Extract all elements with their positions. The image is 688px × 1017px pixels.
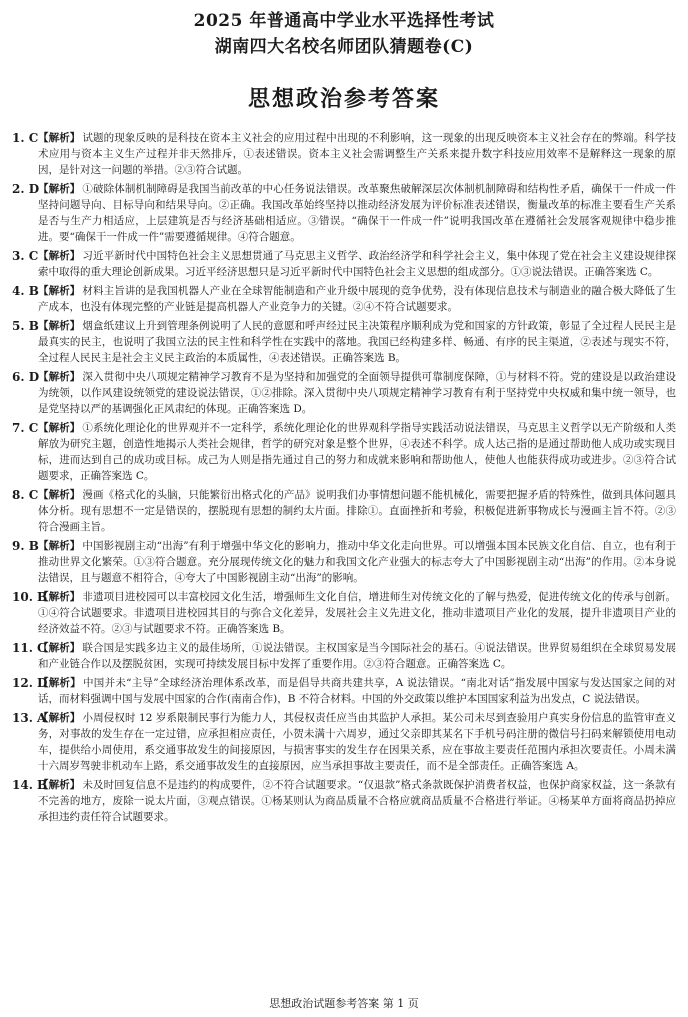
answer-text: 烟盒纸建议上升到管理条例说明了人民的意愿和呼声经过民主决策程序顺利成为党和国家的方针政策，彰显了全过程人民民主是最真实的民主，也说明了我国立法的民主性和科学性在实践中的落地。我国已经构建多样、畅通、有序的民主渠道，②表述与现实不符，全过程人民民主是社会主义民主政治的本质属性，④表述错误。正确答案选 B。 [38, 320, 677, 364]
answer-item [12, 369, 676, 417]
answer-item [12, 283, 676, 315]
answer-item [12, 675, 676, 707]
answer-number: 4. B [12, 284, 39, 298]
answer-text: 联合国是实践多边主义的最佳场所，①说法错误。主权国家是当今国际社会的基石。④说法错误。世界贸易组织在全球贸易发展和产业链合作以及摆脱贫困，实现可持续发展目标中发挥了重要作用。②③符合题意。正确答案选 C。 [38, 642, 677, 670]
analysis-tag: 【解析】 [38, 677, 82, 689]
analysis-tag: 【解析】 [38, 285, 81, 297]
answer-item [12, 181, 676, 245]
answer-item [12, 248, 676, 280]
answer-text: 中国并未“主导”全球经济治理体系改革，而是倡导共商共建共享，A 说法错误。“南北对话”指发展中国家与发达国家之间的对话，而材料强调中国与发展中国家的合作(南南合作)，B 不符合材料。中国的外交政策以维护本国国家利益为出发点，C 说法错误。 [38, 677, 677, 705]
answer-number: 12. D [12, 676, 48, 690]
answer-number: 11. C [12, 641, 47, 655]
analysis-tag: 【解析】 [38, 132, 81, 144]
analysis-tag: 【解析】 [38, 183, 81, 195]
answer-list [12, 130, 676, 828]
analysis-tag: 【解析】 [38, 779, 81, 791]
analysis-tag: 【解析】 [38, 250, 81, 262]
answer-number: 6. D [12, 370, 40, 384]
answer-text: 中国影视剧主动“出海”有利于增强中华文化的影响力，推动中华文化走向世界。可以增强本国本民族文化自信、自立，也有利于推动世界文化繁荣。①③符合题意。充分展现传统文化的魅力和我国文化产业强大的标志夸大了中国影视剧主动“出海”的作用。②本身说法错误，且与题意不相符合，④夸大了中国影视剧主动“出海”的影响。 [38, 540, 677, 584]
answer-number: 9. B [12, 539, 39, 553]
answer-text: 深入贯彻中央八项规定精神学习教育不是为坚持和加强党的全面领导提供可靠制度保障，①与材料不符。党的建设是以政治建设为统领，以作风建设统领党的建设说法错误，①②排除。深入贯彻中央八项规定精神学习教育有利于坚持党中央权威和集中统一领导，也是党坚持以严的基调强化正风肃纪的体现。正确答案选 D。 [38, 371, 677, 415]
analysis-tag: 【解析】 [38, 642, 81, 654]
analysis-tag: 【解析】 [38, 591, 81, 603]
answer-item [12, 589, 676, 637]
page-title: 思想政治参考答案 [247, 87, 440, 112]
answer-text: ①破除体制机制障碍是我国当前改革的中心任务说法错误。改革聚焦破解深层次体制机制障碍和结构性矛盾，确保干一件成一件坚持问题导向、目标导向和结果导向。②正确。我国改革始终坚持以推动经济发展为评价标准表述错误，衡量改革的标准主要看生产关系是否与生产力相适应，上层建筑是否与经济基础相适应。③错误。“确保干一件成一件”说明我国改革在遵循社会发展客观规律中稳步推进。要“确保干一件成一件”需要遵循规律。④符合题意。 [38, 183, 677, 243]
analysis-tag: 【解析】 [38, 540, 81, 552]
analysis-tag: 【解析】 [38, 320, 81, 332]
analysis-tag: 【解析】 [38, 422, 81, 434]
analysis-tag: 【解析】 [38, 712, 81, 724]
answer-number: 14. B [12, 778, 48, 792]
answer-text: 非遗项目进校园可以丰富校园文化生活，增强师生文化自信，增进师生对传统文化的了解与热爱，促进传统文化的传承与创新。①④符合试题要求。非遗项目进校园其目的与弥合文化差异，发展社会主义先进文化，推动非遗项目产业化的发展，提升非遗项目产业的经济效益不符。②③与试题要求不符。正确答案选 B。 [38, 591, 677, 635]
answer-text: 未及时回复信息不是违约的构成要件，②不符合试题要求。“仅退款”格式条款既保护消费者权益，也保护商家权益，这一条款有不完善的地方，废除一说太片面，③观点错误。①杨某则认为商品质量不合格应就商品质量不合格进行举证。④杨某单方面将商品扔掉应承担违约责任符合试题要求。 [38, 779, 677, 823]
answer-number: 13. A [12, 711, 47, 725]
answer-item [12, 420, 676, 484]
answer-item [12, 318, 676, 366]
answer-item [12, 777, 676, 825]
answer-item [12, 640, 676, 672]
answer-number: 7. C [12, 421, 39, 435]
exam-title-line1: 2025 年普通高中学业水平选择性考试 [193, 11, 495, 31]
exam-title-line2: 湖南四大名校名师团队猜题卷(C) [214, 37, 474, 57]
answer-item [12, 710, 676, 774]
answer-text: 试题的现象反映的是科技在资本主义社会的应用过程中出现的不利影响，这一现象的出现反映资本主义社会存在的弊端。科学技术应用与资本主义生产过程并非天然排斥，①表述错误。资本主义社会需调整生产关系来提升数字科技应用效率不是解释这一现象的原因，是针对这一问题的举措。②③符合试题。 [38, 132, 677, 176]
answer-item [12, 487, 676, 535]
analysis-tag: 【解析】 [38, 489, 81, 501]
answer-item [12, 130, 676, 178]
page-footer: 思想政治试题参考答案 第 1 页 [269, 997, 419, 1010]
answer-number: 1. C [12, 131, 39, 145]
answer-text: 漫画《格式化的头脑，只能繁衍出格式化的产品》说明我们办事情想问题不能机械化，需要把握矛盾的特殊性，做到具体问题具体分析。现有思想不一定是错误的，摆脱现有思想的制约太片面。排除①。直面挫折和考验，积极促进新事物成长与漫画主旨不符。②③符合漫画主旨。 [38, 489, 677, 533]
answer-item [12, 538, 676, 586]
answer-number: 3. C [12, 249, 39, 263]
answer-number: 5. B [12, 319, 39, 333]
answer-number: 2. D [12, 182, 40, 196]
analysis-tag: 【解析】 [38, 371, 81, 383]
answer-text: 材料主旨讲的是我国机器人产业在全球智能制造和产业升级中展现的竞争优势，没有体现信息技术与制造业的融合极大降低了生产成本，也没有体现完整的产业链是提高机器人产业竞争力的关键。②④不符合试题要求。 [38, 285, 677, 313]
answer-text: 习近平新时代中国特色社会主义思想贯通了马克思主义哲学、政治经济学和科学社会主义，集中体现了党在社会主义建设规律探索中取得的重大理论创新成果。习近平经济思想只是习近平新时代中国特色社会主义思想的组成部分。①③说法错误。正确答案选 C。 [38, 250, 677, 278]
answer-number: 10. B [12, 590, 48, 604]
answer-number: 8. C [12, 488, 39, 502]
answer-text: ①系统化理论化的世界观并不一定科学，系统化理论化的世界观科学指导实践活动说法错误，马克思主义哲学以无产阶级和人类解放为研究主题，创造性地揭示人类社会规律，哲学的研究对象是整个世界，④表述不科学。成人达己指的是通过帮助他人成功或实现目标，进而达到自己的成功或目标。成己为人则是指先通过自己的努力和成就来影响和帮助他人，使他人也能获得成功或进步。②③符合试题要求，正确答案选 C。 [38, 422, 677, 482]
answer-text: 小周侵权时 12 岁系限制民事行为能力人，其侵权责任应当由其监护人承担。某公司未尽到查验用户真实身份信息的监管审查义务，对事故的发生存在一定过错，应承担相应责任，小贺未满十六周岁，通过父亲即其某名下手机号码注册的微信号扫码来解锁使用电动车，提供给小周使用，系交通事故发生的间接原因，与损害事实的发生存在因果关系，应在事故主要责任范围内承担次要责任。小周未满十六周岁驾驶非机动车上路，系交通事故发生的直接原因，应当承担事故主要责任，而不是全部责任。正确答案选 A。 [38, 712, 676, 772]
